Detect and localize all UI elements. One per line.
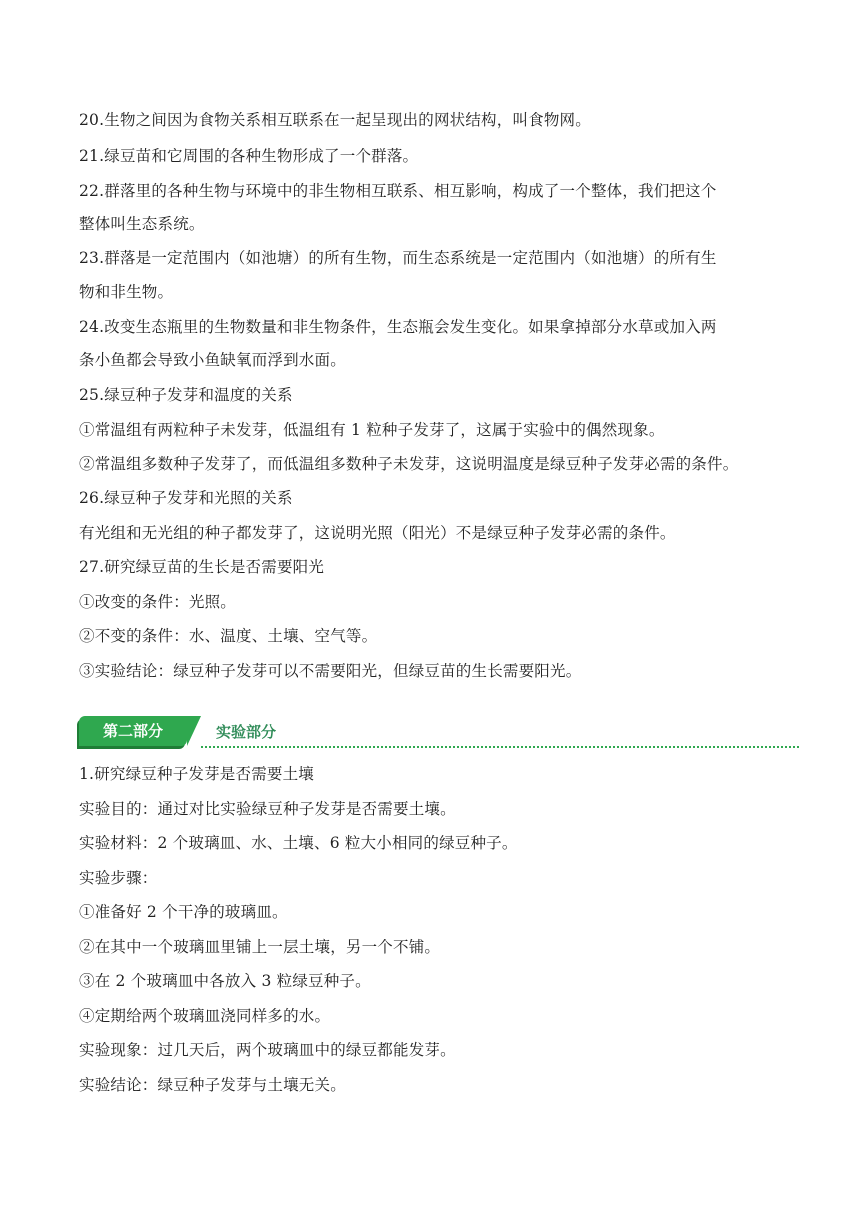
text-line: 25.绿豆种子发芽和温度的关系 [79,386,293,404]
text-line: ②不变的条件：水、温度、土壤、空气等。 [79,627,378,645]
text-line: ①改变的条件：光照。 [79,593,237,611]
text-line: 1.研究绿豆种子发芽是否需要土壤 [79,765,314,783]
text-line: 实验结论：绿豆种子发芽与土壤无关。 [79,1076,346,1094]
text-line: 物和非生物。 [79,283,174,301]
text-line: 有光组和无光组的种子都发芽了，这说明光照（阳光）不是绿豆种子发芽必需的条件。 [79,524,676,542]
text-line: 实验步骤： [79,869,158,887]
text-line: 27.研究绿豆苗的生长是否需要阳光 [79,558,325,576]
text-line: 22.群落里的各种生物与环境中的非生物相互联系、相互影响，构成了一个整体，我们把这个 [79,182,717,200]
section-badge [79,716,187,746]
section-badge-label: 第二部分 [102,722,163,740]
text-line: 21.绿豆苗和它周围的各种生物形成了一个群落。 [79,147,419,165]
text-line: ②在其中一个玻璃皿里铺上一层土壤，另一个不铺。 [79,938,441,956]
text-line: ④定期给两个玻璃皿浇同样多的水。 [79,1007,331,1025]
text-line: 整体叫生态系统。 [79,215,205,233]
text-line: ①常温组有两粒种子未发芽，低温组有 1 粒种子发芽了，这属于实验中的偶然现象。 [79,421,665,439]
section-header [79,712,799,752]
section-divider [201,746,799,748]
text-line: 实验现象：过几天后，两个玻璃皿中的绿豆都能发芽。 [79,1041,456,1059]
section-title: 实验部分 [216,723,277,741]
text-line: 20.生物之间因为食物关系相互联系在一起呈现出的网状结构，叫食物网。 [79,111,591,129]
text-line: 实验目的：通过对比实验绿豆种子发芽是否需要土壤。 [79,800,456,818]
text-line: ③实验结论：绿豆种子发芽可以不需要阳光，但绿豆苗的生长需要阳光。 [79,662,582,680]
text-line: 23.群落是一定范围内（如池塘）的所有生物，而生态系统是一定范围内（如池塘）的所有生 [79,249,717,267]
text-line: ③在 2 个玻璃皿中各放入 3 粒绿豆种子。 [79,972,371,990]
text-line: 26.绿豆种子发芽和光照的关系 [79,489,293,507]
text-line: ①准备好 2 个干净的玻璃皿。 [79,903,288,921]
text-line: ②常温组多数种子发芽了，而低温组多数种子未发芽，这说明温度是绿豆种子发芽必需的条件。 [79,455,739,473]
text-line: 条小鱼都会导致小鱼缺氧而浮到水面。 [79,351,346,369]
text-line: 24.改变生态瓶里的生物数量和非生物条件，生态瓶会发生变化。如果拿掉部分水草或加入两 [79,318,717,336]
text-line: 实验材料：2 个玻璃皿、水、土壤、6 粒大小相同的绿豆种子。 [79,834,518,852]
section-badge-notch [187,716,201,746]
